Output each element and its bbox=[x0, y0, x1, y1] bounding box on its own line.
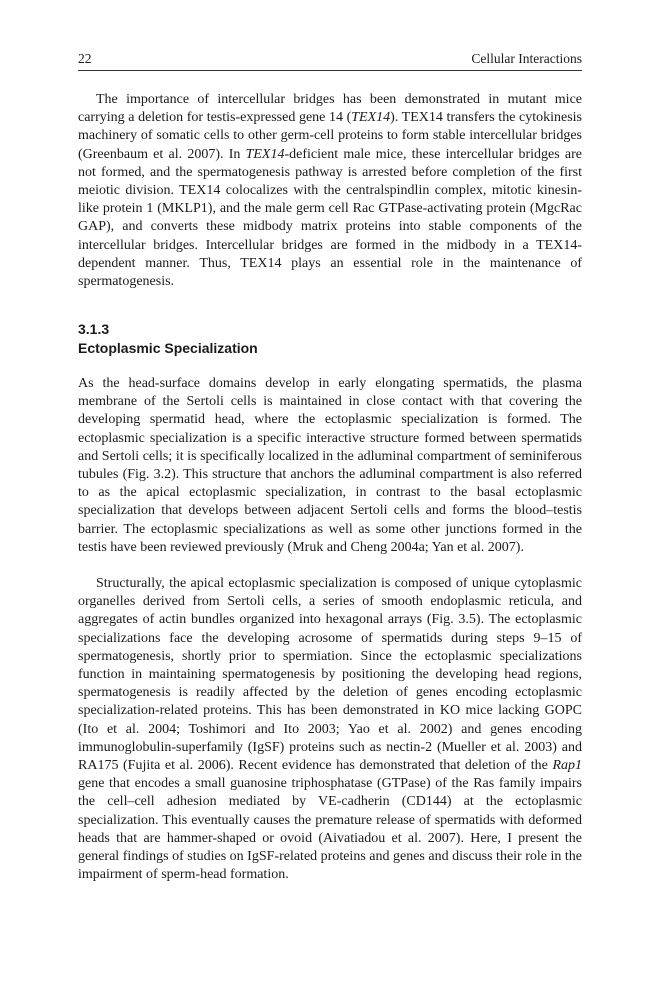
text-run: Structurally, the apical ectoplasmic specialization is composed of unique cytoplasmic organelles derived from Sertoli cells, a series of smooth endoplasmic reticula, and aggregates of actin bundles organized into hexagonal arrays (Fig. 3.5). The ectoplasmic specializations face the developing acrosome of spermatids during steps 9–15 of spermatogenesis, shortly prior to spermiation. Since the ectoplasmic specializations function in maintaining spermatogenesis by positioning the developing head regions, spermatogenesis is readily affected by the deletion of genes encoding ectoplasmic specialization-related proteins. This has been demonstrated in KO mice lacking GOPC (Ito et al. 2004; Toshimori and Ito 2003; Yao et al. 2002) and genes encoding immunoglobulin-superfamily (IgSF) proteins such as nectin-2 (Mueller et al. 2003) and RA175 (Fujita et al. 2006). Recent evidence has demonstrated that deletion of the bbox=[78, 576, 582, 774]
section-number: 3.1.3 bbox=[78, 321, 110, 337]
text-run: gene that encodes a small guanosine triphosphatase (GTPase) of the Ras family impairs the cell–cell adhesion mediated by VE-cadherin (CD144) at the ectoplasmic specialization. This eventually causes the premature release of spermatids with deformed heads that are hammer-shaped or ovoid (Aivatiadou et al. 2007). Here, I present the general findings of studies on IgSF-related proteins and genes and discuss their role in the impairment of sperm-head formation. bbox=[78, 776, 582, 883]
running-header bbox=[78, 51, 582, 67]
gene-name-italic: TEX14 bbox=[351, 110, 391, 126]
paragraph-ectoplasmic-intro: As the head-surface domains develop in early elongating spermatids, the plasma membrane of the Sertoli cells is maintained in close contact with that covering the developing spermatid head, where the ectoplasmic specialization is formed. The ectoplasmic specialization is a specific interactive structure formed between spermatids and Sertoli cells; it is specifically localized in the adluminal compartment of seminiferous tubules (Fig. 3.2). This structure that anchors the adluminal compartment is also referred to as the apical ectoplasmic specialization, in contrast to the basal ectoplasmic specialization that develops between adjacent Sertoli cells and forms the blood–testis barrier. The ectoplasmic specializations as well as some other junctions formed in the testis have been reviewed previously (Mruk and Cheng 2004a; Yan et al. 2007). bbox=[78, 376, 582, 555]
text-run: -deficient male mice, these intercellular bridges are not formed, and the spermatogenesis pathway is arrested before completion of the first meiotic division. TEX14 colocalizes with the centralspindlin complex, mitotic kinesin-like protein 1 (MKLP1), and the male germ cell Rac GTPase-activating protein (MgcRac GAP), and converts these midbody matrix proteins into stable components of the intercellular bridges. Intercellular bridges are formed in the midbody in a TEX14-dependent manner. Thus, TEX14 plays an essential role in the maintenance of spermatogenesis. bbox=[78, 146, 583, 290]
section-title: Ectoplasmic Specialization bbox=[78, 340, 258, 356]
running-title: Cellular Interactions bbox=[471, 51, 582, 66]
paragraph-intercellular-bridges bbox=[78, 91, 582, 291]
header-rule bbox=[78, 70, 582, 71]
paragraph-ectoplasmic-structure bbox=[78, 575, 582, 884]
page-number: 22 bbox=[78, 51, 92, 66]
gene-name-italic: Rap1 bbox=[552, 758, 582, 774]
gene-name-italic: TEX14 bbox=[245, 146, 285, 162]
text-run: The importance of intercellular bridges has been demonstrated in mutant mice carrying a deletion for testis-expressed gene 14 ( bbox=[78, 92, 582, 126]
text-run: ). TEX14 transfers the cytokinesis machinery of somatic cells to other germ-cell proteins to form stable intercellular bridges (Greenbaum et al. 2007). In bbox=[78, 110, 583, 162]
